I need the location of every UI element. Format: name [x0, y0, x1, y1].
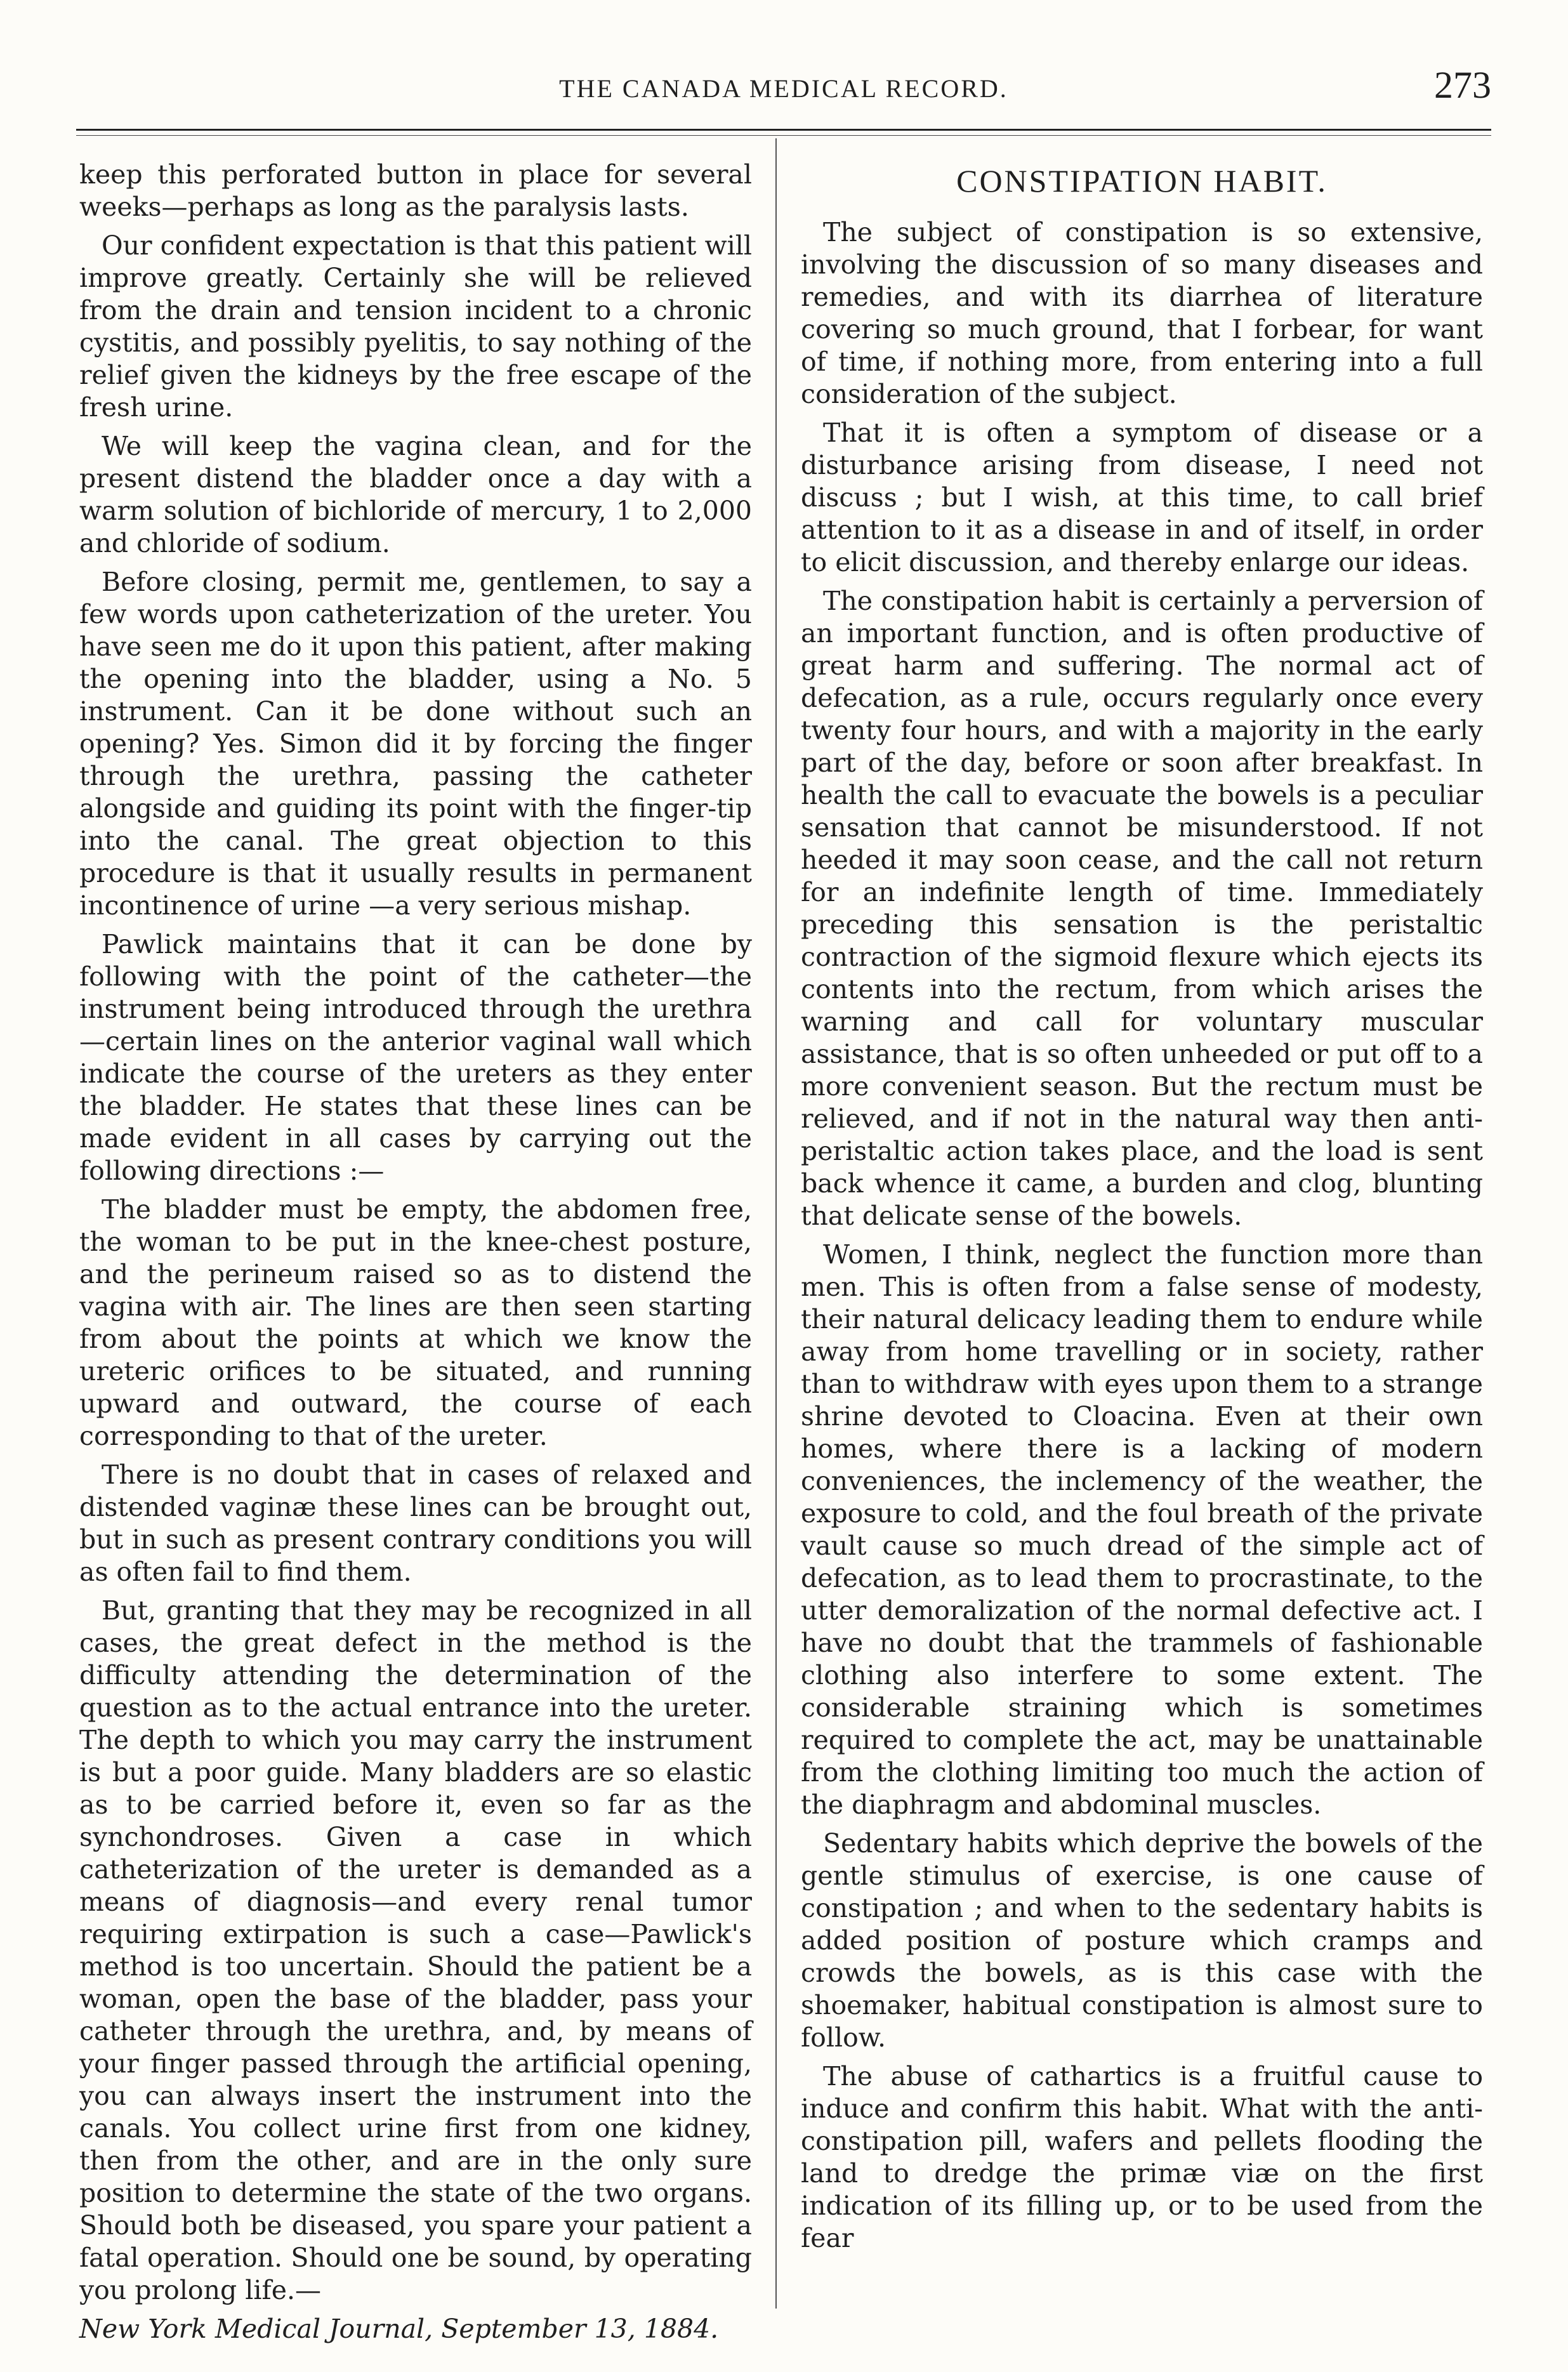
page-header [76, 63, 1491, 114]
paragraph: Our confident expectation is that this patient will improve greatly. Certainly she will be relieved from the drain and tension incident to a chronic cystitis, and possibly pyelitis, to say nothing of the relief given the kidneys by the free escape of the fresh urine. [79, 230, 752, 423]
paragraph: The constipation habit is certainly a perversion of an important function, and is often productive of great harm and suffering. The normal act of defecation, as a rule, occurs regularly once every twenty four hours, and with a majority in the early part of the day, before or soon after breakfast. In health the call to evacuate the bowels is a peculiar sensation that cannot be misunderstood. If not heeded it may soon cease, and the call not return for an indefinite length of time. Immediately preceding this sensation is the peristaltic contraction of the sigmoid flexure which ejects its contents into the rectum, from which arises the warning and call for voluntary muscular assistance, that is so often unheeded or put off to a more convenient season. But the rectum must be relieved, and if not in the natural way then anti-peristaltic action takes place, and the load is sent back whence it came, a burden and clog, blunting that delicate sense of the bowels. [801, 586, 1483, 1231]
page-number: 273 [1434, 64, 1491, 106]
paragraph: keep this perforated button in place for several weeks—perhaps as long as the paralysis lasts. [79, 159, 752, 222]
right-column [801, 159, 1483, 2261]
paragraph: The abuse of cathartics is a fruitful cause to induce and confirm this habit. What with the anti-constipation pill, wafers and pellets flooding the land to dredge the primæ viæ on the first indication of its filling up, or to be used from the fear [801, 2061, 1483, 2253]
citation: New York Medical Journal, September 13, 1884. [79, 2314, 719, 2344]
column-divider [775, 138, 777, 2309]
running-title: THE CANADA MEDICAL RECORD. [559, 74, 1008, 103]
article-title: CONSTIPATION HABIT. [956, 163, 1328, 199]
header-rule [76, 129, 1491, 131]
left-column [79, 159, 752, 2352]
paragraph: Before closing, permit me, gentlemen, to say a few words upon catheterization of the ureter. You have seen me do it upon this patient, after making the opening into the bladder, using a No. 5 instrument. Can it be done without such an opening? Yes. Simon did it by forcing the finger through the urethra, passing the catheter alongside and guiding its point with the finger-tip into the canal. The great objection to this procedure is that it usually results in permanent incontinence of urine —a very serious mishap. [79, 567, 752, 921]
paragraph: There is no doubt that in cases of relaxed and distended vaginæ these lines can be brought out, but in such as present contrary conditions you will as often fail to find them. [79, 1459, 752, 1587]
paragraph: Sedentary habits which deprive the bowels of the gentle stimulus of exercise, is one cause of constipation ; and when to the sedentary habits is added position of posture which cramps and crowds the bowels, as is this case with the shoemaker, habitual constipation is almost sure to follow. [801, 1828, 1483, 2053]
header-rule-thin [76, 135, 1491, 136]
paragraph: Pawlick maintains that it can be done by following with the point of the catheter—the instrument being introduced through the urethra—certain lines on the anterior vaginal wall which indicate the course of the ureters as they enter the bladder. He states that these lines can be made evident in all cases by carrying out the following directions :— [79, 929, 752, 1186]
paragraph: That it is often a symptom of disease or a disturbance arising from disease, I need not discuss ; but I wish, at this time, to call brief attention to it as a disease in and of itself, in order to elicit discussion, and thereby enlarge our ideas. [801, 418, 1483, 577]
paragraph: Women, I think, neglect the function more than men. This is often from a false sense of modesty, their natural delicacy leading them to endure while away from home travelling or in society, rather than to withdraw with eyes upon them to a strange shrine devoted to Cloacina. Even at their own homes, where there is a lacking of modern conveniences, the inclemency of the weather, the exposure to cold, and the foul breath of the private vault cause so much dread of the simple act of defecation, as to lead them to procrastinate, to the utter demoralization of the normal defective act. I have no doubt that the trammels of fashionable clothing also interfere to some extent. The considerable straining which is sometimes required to complete the act, may be unattainable from the clothing limiting too much the action of the diaphragm and abdominal muscles. [801, 1239, 1483, 1820]
paragraph: We will keep the vagina clean, and for the present distend the bladder once a day with a warm solution of bichloride of mercury, 1 to 2,000 and chloride of sodium. [79, 431, 752, 558]
paragraph: The subject of constipation is so extensive, involving the discussion of so many diseases and remedies, and with its diarrhea of literature covering so much ground, that I forbear, for want of time, if nothing more, from entering into a full consideration of the subject. [801, 217, 1483, 409]
paragraph: But, granting that they may be recognized in all cases, the great defect in the method is the difficulty attending the determination of the question as to the actual entrance into the ureter. The depth to which you may carry the instrument is but a poor guide. Many bladders are so elastic as to be carried before it, even so far as the synchondroses. Given a case in which catheterization of the ureter is demanded as a means of diagnosis—and every renal tumor requiring extirpation is such a case—Pawlick's method is too uncertain. Should the patient be a woman, open the base of the bladder, pass your catheter through the urethra, and, by means of your finger passed through the artificial opening, you can always insert the instrument into the canals. You collect urine first from one kidney, then from the other, and are in the only sure position to determine the state of the two organs. Should both be diseased, you spare your patient a fatal operation. Should one be sound, by operating you prolong life.— [79, 1595, 752, 2305]
paragraph: The bladder must be empty, the abdomen free, the woman to be put in the knee-chest posture, and the perineum raised so as to distend the vagina with air. The lines are then seen starting from about the points at which we know the ureteric orifices to be situated, and running upward and outward, the course of each corresponding to that of the ureter. [79, 1194, 752, 1451]
